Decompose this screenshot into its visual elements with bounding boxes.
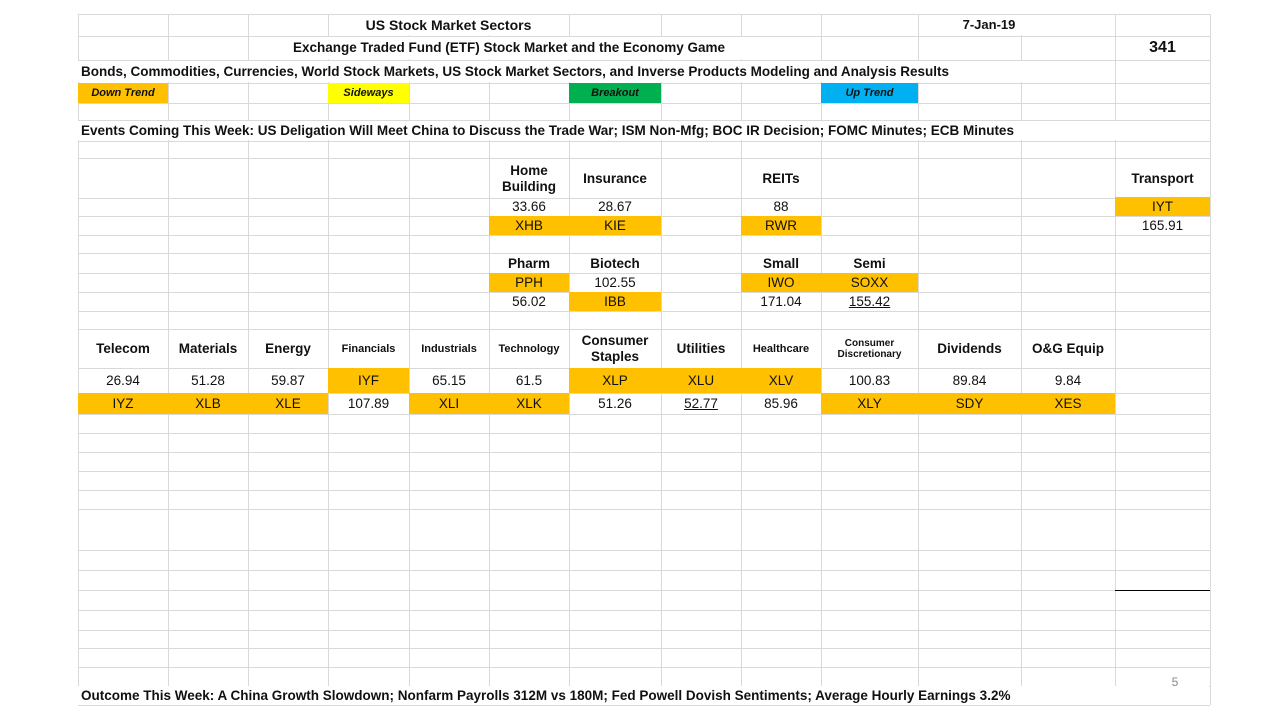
events-this-week: Events Coming This Week: US Deligation Will Meet China to Discuss the Trade War; ISM Non-Mfg; BOC IR Decision; FOMC Minutes; ECB Minutes	[78, 121, 1209, 140]
subtitle: Exchange Traded Fund (ETF) Stock Market and the Economy Game	[249, 37, 769, 59]
sector-cell: XLI	[409, 393, 489, 414]
sector-cell: 61.5	[515, 372, 543, 388]
ticker-kie: KIE	[569, 216, 661, 235]
ticker-soxx: SOXX	[821, 273, 918, 292]
sector-cell: IYF	[328, 368, 409, 393]
sector-cell: 51.28	[191, 372, 225, 388]
label-small: Small	[762, 255, 800, 271]
sector-cell: XLU	[661, 368, 741, 393]
legend-down-trend: Down Trend	[78, 83, 168, 103]
value-iyt: 165.91	[1141, 217, 1184, 233]
grid-line	[78, 471, 1210, 472]
sector-cell: 51.26	[598, 395, 632, 411]
label-semi: Semi	[853, 255, 886, 271]
grid-line	[78, 630, 1210, 631]
grid-line	[78, 103, 1210, 104]
value-ibb: 102.55	[594, 274, 636, 290]
sector-label: Industrials	[421, 342, 477, 355]
sector-cell: XLP	[569, 368, 661, 393]
sector-cell: 65.15	[432, 372, 466, 388]
sector-cell: 107.89	[347, 395, 390, 411]
value-rwr: 88	[773, 199, 789, 215]
grid-line	[78, 311, 1210, 312]
grid-line	[78, 433, 1210, 434]
sector-cell: 9.84	[1054, 372, 1082, 388]
grid-line	[78, 550, 1210, 551]
ticker-iyt: IYT	[1115, 197, 1210, 216]
grid-line	[1210, 14, 1211, 705]
sector-cell: XLK	[489, 393, 569, 414]
grid-line	[78, 235, 1210, 236]
sector-cell: IYZ	[78, 393, 168, 414]
sector-cell: XLV	[741, 368, 821, 393]
sector-cell: 52.77	[684, 395, 718, 411]
grid-line	[78, 590, 1210, 591]
game-number: 341	[1149, 38, 1176, 56]
sector-cell: 26.94	[106, 372, 140, 388]
sector-label: Utilities	[676, 341, 726, 357]
description: Bonds, Commodities, Currencies, World Stock Markets, US Stock Market Sectors, and Inverse Products Modeling and Analysis Results	[78, 61, 1114, 82]
sector-cell: 89.84	[952, 372, 987, 388]
grid-line	[78, 414, 1210, 415]
sector-label: Consumer Staples	[581, 333, 649, 364]
page-number: 5	[1171, 675, 1179, 690]
grid-line	[78, 705, 1210, 706]
sector-label: O&G Equip	[1032, 341, 1104, 357]
sector-label: Consumer Discretionary	[837, 337, 902, 360]
grid-line	[78, 490, 1210, 491]
label-reits: REITs	[762, 170, 800, 186]
value-soxx: 155.42	[848, 293, 891, 309]
value-kie: 28.67	[598, 199, 632, 215]
sector-cell: 85.96	[764, 395, 798, 411]
value-pph: 56.02	[512, 293, 546, 309]
label-pharm: Pharm	[507, 255, 551, 271]
outcome-this-week: Outcome This Week: A China Growth Slowdown; Nonfarm Payrolls 312M vs 180M; Fed Powell Dovish Sentiments; Average Hourly Earnings 3.2%	[78, 686, 1209, 705]
grid-line	[78, 667, 1210, 668]
grid-line	[78, 648, 1210, 649]
ticker-iwo: IWO	[741, 273, 821, 292]
sector-label: Financials	[341, 342, 396, 355]
sector-cell: XLE	[248, 393, 328, 414]
sheet-title: US Stock Market Sectors	[329, 15, 568, 35]
sector-label: Healthcare	[752, 342, 810, 355]
border-line	[1115, 590, 1210, 591]
sector-cell: 100.83	[848, 372, 891, 388]
ticker-ibb: IBB	[569, 292, 661, 311]
sector-cell: XES	[1021, 393, 1115, 414]
sector-cell: XLY	[821, 393, 918, 414]
label-transport: Transport	[1131, 170, 1194, 186]
legend-up-trend: Up Trend	[821, 83, 918, 103]
sector-label: Dividends	[937, 341, 1002, 357]
ticker-pph: PPH	[489, 273, 569, 292]
label-home-building: Home Building	[502, 162, 556, 194]
ticker-rwr: RWR	[741, 216, 821, 235]
sector-label: Energy	[265, 341, 311, 357]
date-cell: 7-Jan-19	[919, 15, 1059, 35]
sector-cell: SDY	[918, 393, 1021, 414]
sector-label: Technology	[498, 342, 560, 355]
grid-line	[78, 570, 1210, 571]
value-xhb: 33.66	[512, 199, 546, 215]
label-insurance: Insurance	[583, 170, 647, 186]
grid-line	[78, 452, 1210, 453]
grid-line	[78, 509, 1210, 510]
sector-label: Materials	[178, 341, 238, 357]
ticker-xhb: XHB	[489, 216, 569, 235]
grid-line	[1115, 14, 1116, 705]
grid-line	[78, 141, 1210, 142]
label-biotech: Biotech	[590, 255, 640, 271]
sector-cell: XLB	[168, 393, 248, 414]
sector-label: Telecom	[96, 341, 150, 357]
legend-breakout: Breakout	[569, 83, 661, 103]
sector-cell: 59.87	[271, 372, 305, 388]
grid-line	[78, 610, 1210, 611]
value-iwo: 171.04	[760, 293, 802, 309]
legend-sideways: Sideways	[328, 83, 409, 103]
